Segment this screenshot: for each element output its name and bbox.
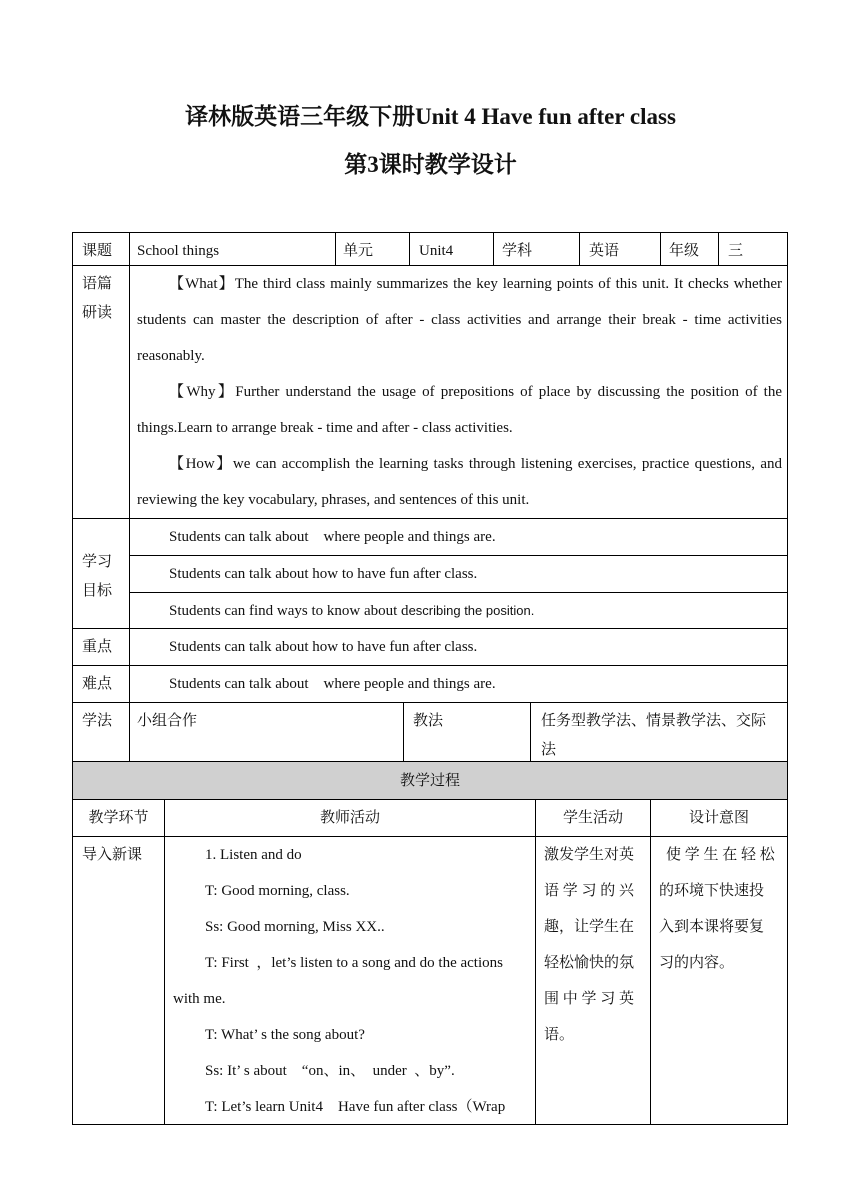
intent-line: 使 学 生 在 轻 松 (666, 847, 775, 863)
reading-why: 【Why】Further understand the usage of prepositions of place by discussing the position of the things.Learn to arrange break - time and after - class activities. (137, 384, 782, 436)
col-stage-header: 教学环节 (88, 810, 149, 826)
reading-how: 【How】we can accomplish the learning tasks through listening exercises, practice questions, and reviewing the key vocabulary, phrases, and sentences of this unit. (137, 456, 782, 508)
subject-label: 学科 (502, 243, 533, 259)
unit-value: Unit4 (419, 243, 454, 259)
reading-what: 【What】The third class mainly summarizes the key learning points of this unit. It checks whether students can master the description of after - class activities and arrange their break - time activities reasonably. (137, 276, 782, 364)
teaching-method-label: 教法 (413, 713, 444, 729)
objectives-label-2: 目标 (82, 583, 113, 599)
objective-item-text: Students can find ways to know about d (169, 603, 409, 619)
reading-label-1: 语篇 (82, 276, 113, 292)
document-title: 译林版英语三年级下册Unit 4 Have fun after class (185, 104, 676, 129)
col-teacher-header: 教师活动 (319, 810, 380, 826)
objective-item-suffix: escribing the position. (408, 603, 535, 618)
objectives-label-1: 学习 (82, 554, 113, 570)
key-point-value: Students can talk about how to have fun after class. (169, 639, 478, 655)
teacher-line: 1. Listen and do (205, 847, 302, 863)
teacher-line: with me. (173, 991, 226, 1007)
teaching-method-value-2: 法 (541, 742, 557, 758)
student-line: 围 中 学 习 英 (544, 991, 635, 1007)
col-student-header: 学生活动 (562, 810, 623, 826)
student-line: 激发学生对英 (544, 847, 635, 863)
topic-value: School things (137, 243, 220, 259)
objective-item: Students can talk about where people and things are. (169, 529, 496, 545)
document-subtitle: 第3课时教学设计 (344, 152, 517, 177)
teacher-line: T: Good morning, class. (205, 883, 350, 899)
intent-line: 入到本课将要复 (659, 919, 765, 935)
teacher-line: T: First ，let’s listen to a song and do the actions (205, 955, 503, 971)
grade-value: 三 (728, 243, 744, 259)
process-heading: 教学过程 (399, 773, 460, 789)
student-line: 趣，让学生在 (544, 919, 635, 935)
unit-label: 单元 (343, 243, 374, 259)
teacher-line: Ss: Good morning, Miss XX.. (205, 919, 385, 935)
reading-content (137, 266, 782, 518)
col-intent-header: 设计意图 (688, 810, 749, 826)
difficulty-value: Students can talk about where people and things are. (169, 676, 496, 692)
intent-line: 的环境下快速投 (659, 883, 765, 899)
objective-item (169, 601, 534, 621)
teaching-method-value-1: 任务型教学法、情景教学法、交际 (541, 713, 767, 729)
teacher-line: T: Let’s learn Unit4 Have fun after class（Wrap (205, 1099, 506, 1115)
objective-item: Students can talk about how to have fun after class. (169, 566, 478, 582)
key-point-label: 重点 (82, 639, 113, 655)
topic-label: 课题 (82, 243, 113, 259)
intent-line: 习的内容。 (659, 955, 735, 971)
teacher-line: Ss: It’ s about “on、in、 under 、by”. (205, 1063, 455, 1079)
difficulty-label: 难点 (82, 676, 113, 692)
learning-method-value: 小组合作 (137, 713, 198, 729)
grade-label: 年级 (669, 243, 700, 259)
learning-method-label: 学法 (82, 713, 113, 729)
subject-value: 英语 (589, 243, 620, 259)
student-line: 语 学 习 的 兴 (544, 883, 635, 899)
teacher-line: T: What’ s the song about? (205, 1027, 365, 1043)
stage-name: 导入新课 (82, 847, 143, 863)
student-line: 语。 (544, 1027, 575, 1043)
reading-label-2: 研读 (82, 305, 113, 321)
student-line: 轻松愉快的氛 (544, 955, 635, 971)
